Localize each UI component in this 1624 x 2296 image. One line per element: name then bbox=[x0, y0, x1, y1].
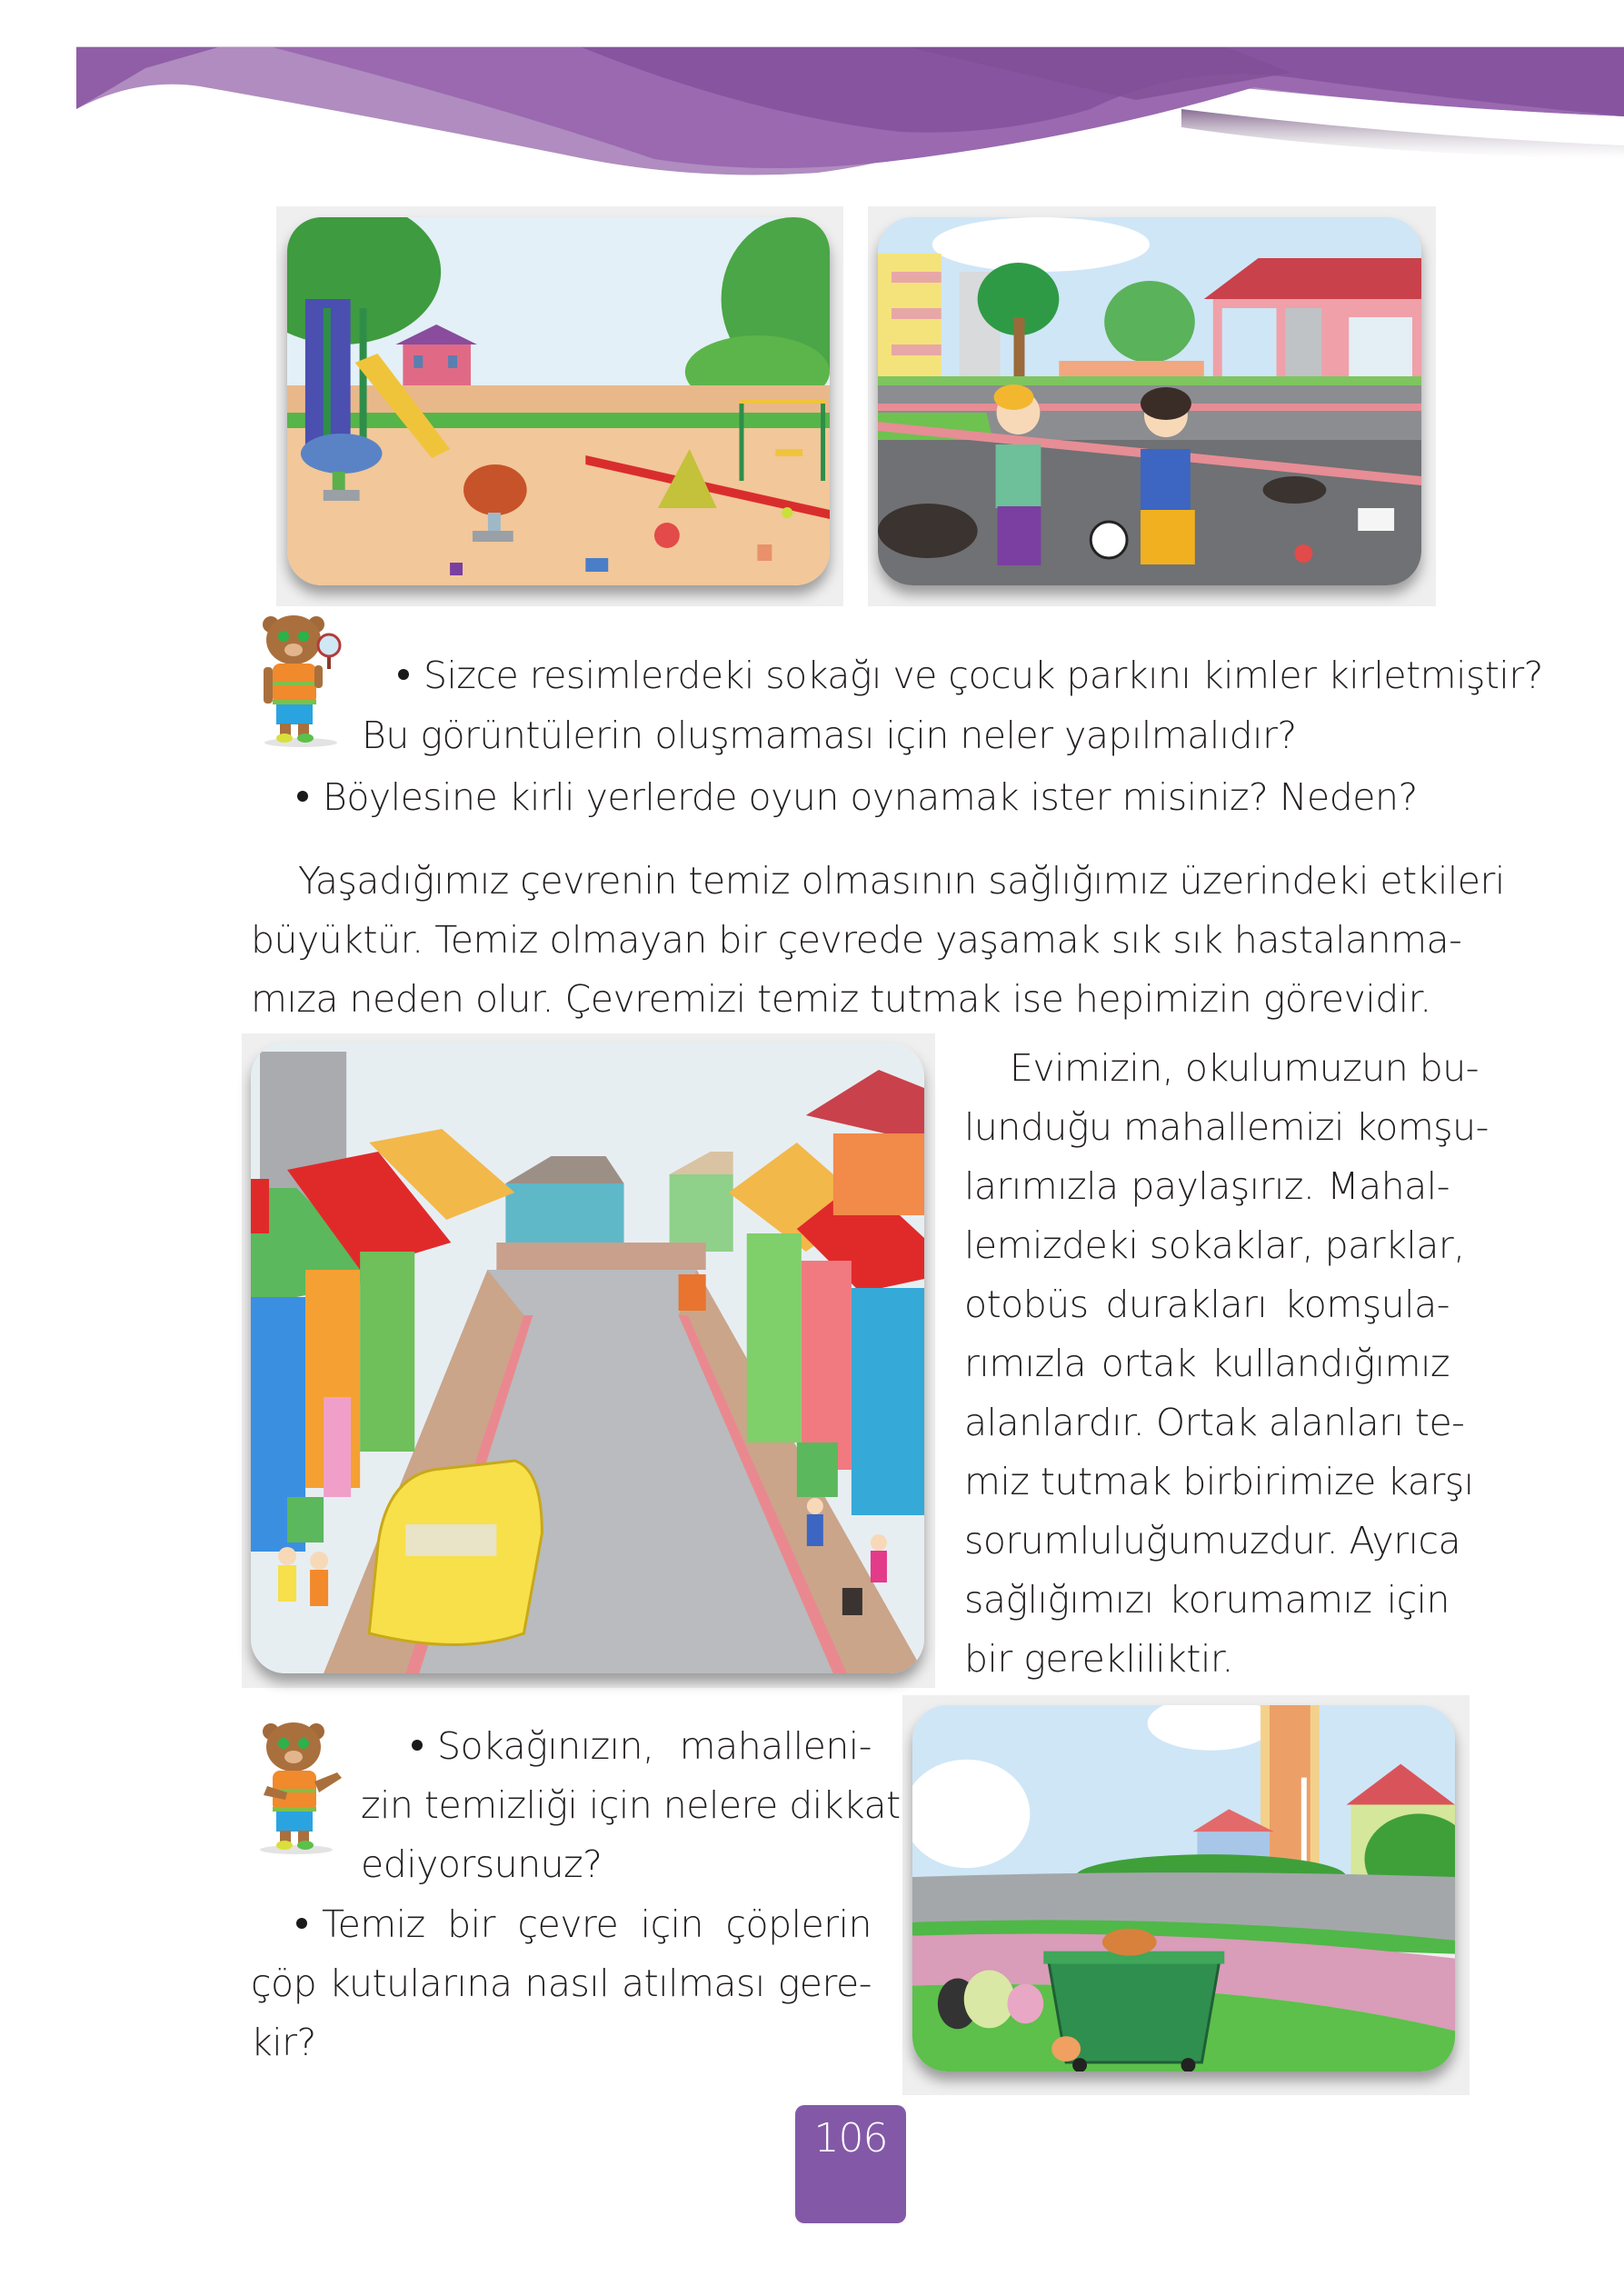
paragraph-2-line-5: otobüs durakları komşula- bbox=[964, 1283, 1450, 1326]
question-3-line-2: zin temizliği için nelere dikkat bbox=[361, 1783, 901, 1827]
question-block-2-second bbox=[251, 1895, 872, 2072]
bear-mascot-pointing-icon bbox=[251, 1718, 351, 1854]
question-block-1-cont bbox=[362, 706, 1297, 765]
bullet-icon bbox=[296, 1918, 307, 1929]
paragraph-2-line-9: sorumluluğumuzdur. Ayrıca bbox=[964, 1519, 1461, 1562]
bear-mascot-magnifier-icon bbox=[251, 611, 351, 747]
question-block-1-second bbox=[297, 768, 1418, 827]
question-4-line-3: kir? bbox=[251, 2021, 316, 2064]
header-wave-banner bbox=[0, 0, 1624, 200]
question-2-line-1: Böylesine kirli yerlerde oyun oynamak ister misiniz? Neden? bbox=[297, 768, 1418, 827]
paragraph-1-line-1: Yaşadığımız çevrenin temiz olmasının sağlığımız üzerindeki etkileri bbox=[298, 859, 1505, 903]
question-3-line-3: ediyorsunuz? bbox=[361, 1842, 603, 1886]
question-4-line-1: Temiz bir çevre için çöplerin bbox=[251, 1895, 872, 1954]
question-1-line-1: Sizce resimlerdeki sokağı ve çocuk parkını kimler kirletmiştir? bbox=[398, 646, 1543, 705]
question-block-2 bbox=[361, 1717, 901, 1894]
page-number-text: 106 bbox=[813, 2115, 888, 2161]
bullet-icon bbox=[412, 1740, 423, 1751]
dumpster-cats-illustration bbox=[912, 1705, 1455, 2071]
paragraph-1-line-3: mıza neden olur. Çevremizi temiz tutmak ise hepimizin görevidir. bbox=[251, 977, 1431, 1021]
street-boys-illustration bbox=[878, 217, 1421, 585]
paragraph-2-line-2: lunduğu mahallemizi komşu- bbox=[964, 1105, 1489, 1149]
page-number-badge bbox=[795, 2105, 906, 2223]
question-3-line-1: Sokağınızın, mahalleni- bbox=[361, 1717, 872, 1776]
question-block-1 bbox=[398, 646, 1543, 705]
paragraph-2-line-1: Evimizin, okulumuzun bu- bbox=[1010, 1046, 1480, 1090]
paragraph-2-line-6: rımızla ortak kullandığımız bbox=[964, 1342, 1450, 1385]
paragraph-2 bbox=[964, 1039, 1489, 1689]
question-1-line-2: Bu görüntülerin oluşmaması için neler yapılmalıdır? bbox=[362, 714, 1297, 757]
playground-illustration bbox=[287, 217, 830, 585]
paragraph-1 bbox=[251, 852, 1505, 1029]
paragraph-2-line-10: sağlığımızı korumamız için bbox=[964, 1578, 1450, 1622]
bullet-icon bbox=[297, 791, 308, 802]
paragraph-2-line-3: larımızla paylaşırız. Mahal- bbox=[964, 1164, 1450, 1208]
paragraph-2-line-8: miz tutmak birbirimize karşı bbox=[964, 1460, 1474, 1503]
paragraph-2-line-7: alanlardır. Ortak alanları te- bbox=[964, 1401, 1465, 1444]
paragraph-2-line-4: lemizdeki sokaklar, parklar, bbox=[964, 1223, 1465, 1267]
paragraph-1-line-2: büyüktür. Temiz olmayan bir çevrede yaşamak sık sık hastalanma- bbox=[251, 918, 1462, 962]
paragraph-2-line-11: bir gerekliliktir. bbox=[964, 1637, 1233, 1681]
bullet-icon bbox=[398, 669, 409, 680]
neighborhood-street-illustration bbox=[251, 1043, 924, 1673]
question-4-line-2: çöp kutularına nasıl atılması gere- bbox=[251, 1962, 872, 2005]
